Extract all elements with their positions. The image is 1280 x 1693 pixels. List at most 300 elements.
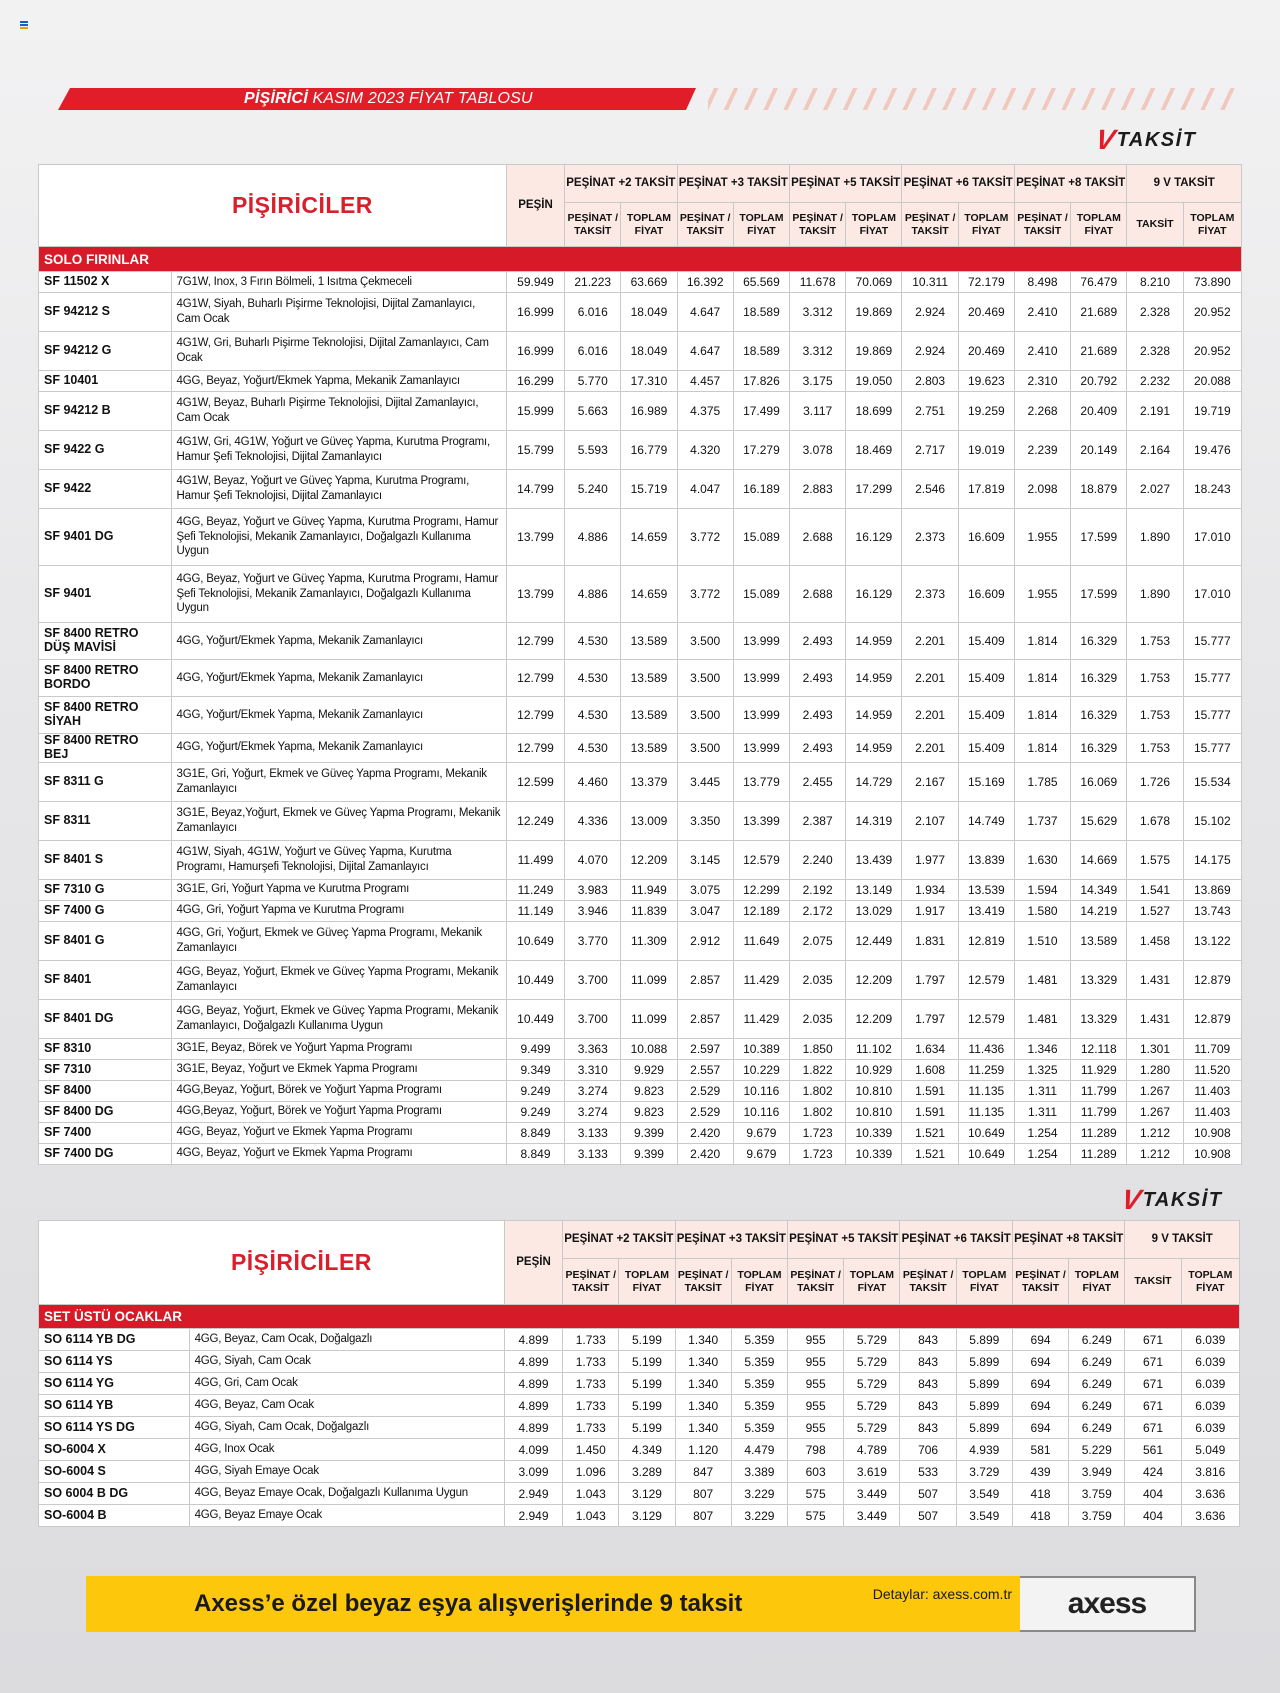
price-cell: 1.043 bbox=[563, 1505, 619, 1527]
price-cell: 13.839 bbox=[958, 840, 1014, 879]
price-cell: 13.399 bbox=[733, 801, 789, 840]
table-row bbox=[39, 1122, 1242, 1143]
price-cash: 15.999 bbox=[506, 392, 564, 431]
price-cell: 20.409 bbox=[1071, 392, 1127, 431]
price-cell: 17.279 bbox=[733, 431, 789, 470]
price-cell: 843 bbox=[900, 1329, 956, 1351]
price-cell: 807 bbox=[675, 1483, 731, 1505]
title-banner bbox=[58, 88, 1240, 110]
sub-header-taksit: TAKSİT bbox=[1125, 1259, 1181, 1305]
price-cell: 3.312 bbox=[790, 293, 846, 332]
price-cell: 20.952 bbox=[1183, 293, 1241, 332]
price-cell: 2.912 bbox=[677, 921, 733, 960]
price-cell: 1.541 bbox=[1127, 879, 1183, 900]
model-description: 4GG, Beyaz Emaye Ocak bbox=[189, 1505, 504, 1527]
model-code: SO 6114 YB bbox=[39, 1395, 190, 1417]
price-cell: 17.599 bbox=[1071, 566, 1127, 623]
price-cell: 13.539 bbox=[958, 879, 1014, 900]
model-description: 4GG, Siyah, Cam Ocak, Doğalgazlı bbox=[189, 1417, 504, 1439]
price-cell: 5.663 bbox=[565, 392, 621, 431]
price-cell: 2.529 bbox=[677, 1080, 733, 1101]
price-cell: 20.088 bbox=[1183, 371, 1241, 392]
group-header: 9 V TAKSİT bbox=[1127, 165, 1242, 203]
price-cash: 8.849 bbox=[506, 1122, 564, 1143]
price-cash: 9.499 bbox=[506, 1038, 564, 1059]
table-row bbox=[39, 1059, 1242, 1080]
price-cell: 18.589 bbox=[733, 293, 789, 332]
price-cell: 3.619 bbox=[844, 1461, 900, 1483]
price-cell: 5.729 bbox=[844, 1329, 900, 1351]
price-cell: 694 bbox=[1012, 1329, 1068, 1351]
model-description: 3G1E, Beyaz, Yoğurt ve Ekmek Yapma Programı bbox=[171, 1059, 506, 1080]
price-cell: 13.379 bbox=[621, 762, 677, 801]
price-cell: 3.129 bbox=[619, 1505, 675, 1527]
price-cell: 70.069 bbox=[846, 272, 902, 293]
table-row bbox=[39, 470, 1242, 509]
price-cell: 10.649 bbox=[958, 1143, 1014, 1164]
price-cell: 65.569 bbox=[733, 272, 789, 293]
model-description: 4GG, Beyaz, Yoğurt ve Ekmek Yapma Programı bbox=[171, 1122, 506, 1143]
banner-title-bold: PİŞİRİCİ bbox=[244, 90, 308, 107]
price-cell: 13.779 bbox=[733, 762, 789, 801]
sub-header-pesinat: PEŞİNAT / TAKSİT bbox=[790, 203, 846, 247]
price-cell: 13.589 bbox=[621, 697, 677, 734]
price-cell: 16.129 bbox=[846, 509, 902, 566]
price-cell: 2.239 bbox=[1014, 431, 1070, 470]
price-cell: 9.399 bbox=[621, 1122, 677, 1143]
price-cell: 19.259 bbox=[958, 392, 1014, 431]
table-row bbox=[39, 960, 1242, 999]
price-cell: 14.749 bbox=[958, 801, 1014, 840]
price-cell: 16.329 bbox=[1071, 697, 1127, 734]
price-cell: 19.869 bbox=[846, 332, 902, 371]
price-cell: 15.409 bbox=[958, 660, 1014, 697]
axess-details-link[interactable]: Detaylar: axess.com.tr bbox=[872, 1586, 1012, 1602]
price-cell: 1.527 bbox=[1127, 900, 1183, 921]
price-cell: 2.098 bbox=[1014, 470, 1070, 509]
price-cash: 11.149 bbox=[506, 900, 564, 921]
price-cell: 2.493 bbox=[790, 734, 846, 763]
price-cell: 2.164 bbox=[1127, 431, 1183, 470]
category-label: SET ÜSTÜ OCAKLAR bbox=[39, 1305, 1240, 1329]
price-cell: 1.678 bbox=[1127, 801, 1183, 840]
price-cell: 2.328 bbox=[1127, 293, 1183, 332]
price-cell: 1.753 bbox=[1127, 697, 1183, 734]
price-cell: 2.597 bbox=[677, 1038, 733, 1059]
price-cell: 2.172 bbox=[790, 900, 846, 921]
solo-price-table bbox=[38, 164, 1242, 1165]
price-cell: 6.249 bbox=[1069, 1351, 1125, 1373]
price-cell: 76.479 bbox=[1071, 272, 1127, 293]
price-cell: 13.869 bbox=[1183, 879, 1241, 900]
price-cell: 2.924 bbox=[902, 293, 958, 332]
price-cell: 17.010 bbox=[1183, 566, 1241, 623]
model-description: 4GG, Siyah, Cam Ocak bbox=[189, 1351, 504, 1373]
price-cell: 20.952 bbox=[1183, 332, 1241, 371]
price-cell: 15.169 bbox=[958, 762, 1014, 801]
price-cell: 10.088 bbox=[621, 1038, 677, 1059]
model-description: 4GG, Inox Ocak bbox=[189, 1439, 504, 1461]
price-cell: 11.799 bbox=[1071, 1080, 1127, 1101]
price-cell: 3.078 bbox=[790, 431, 846, 470]
table-row bbox=[39, 1373, 1240, 1395]
price-cell: 17.299 bbox=[846, 470, 902, 509]
price-cell: 14.319 bbox=[846, 801, 902, 840]
price-cell: 4.070 bbox=[565, 840, 621, 879]
price-cell: 12.819 bbox=[958, 921, 1014, 960]
price-cell: 4.530 bbox=[565, 734, 621, 763]
price-cell: 1.481 bbox=[1014, 960, 1070, 999]
table-row bbox=[39, 801, 1242, 840]
model-description: 4GG,Beyaz, Yoğurt, Börek ve Yoğurt Yapma Programı bbox=[171, 1101, 506, 1122]
price-cell: 6.039 bbox=[1181, 1329, 1239, 1351]
sub-header-toplam: TOPLAM FİYAT bbox=[619, 1259, 675, 1305]
price-cell: 6.016 bbox=[565, 293, 621, 332]
price-cell: 19.476 bbox=[1183, 431, 1241, 470]
price-cell: 11.429 bbox=[733, 960, 789, 999]
price-cash: 4.899 bbox=[504, 1417, 562, 1439]
price-cell: 694 bbox=[1012, 1373, 1068, 1395]
price-cell: 13.999 bbox=[733, 623, 789, 660]
table-row bbox=[39, 697, 1242, 734]
price-cell: 11.520 bbox=[1183, 1059, 1241, 1080]
price-cell: 20.469 bbox=[958, 332, 1014, 371]
model-code: SF 7400 DG bbox=[39, 1143, 172, 1164]
price-cell: 1.043 bbox=[563, 1483, 619, 1505]
price-cell: 6.039 bbox=[1181, 1373, 1239, 1395]
table-row bbox=[39, 1038, 1242, 1059]
group-header: PEŞİNAT +8 TAKSİT bbox=[1014, 165, 1126, 203]
price-cell: 12.449 bbox=[846, 921, 902, 960]
sub-header-pesinat: PEŞİNAT / TAKSİT bbox=[677, 203, 733, 247]
price-cell: 1.737 bbox=[1014, 801, 1070, 840]
price-cell: 16.989 bbox=[621, 392, 677, 431]
price-cell: 6.039 bbox=[1181, 1417, 1239, 1439]
vtaksit-wordmark: TAKSİT bbox=[1116, 128, 1197, 151]
price-cell: 3.770 bbox=[565, 921, 621, 960]
price-cash: 10.449 bbox=[506, 999, 564, 1038]
model-code: SO 6114 YB DG bbox=[39, 1329, 190, 1351]
price-cell: 2.924 bbox=[902, 332, 958, 371]
price-cell: 9.929 bbox=[621, 1059, 677, 1080]
table-row bbox=[39, 999, 1242, 1038]
model-description: 4GG, Beyaz, Yoğurt ve Güveç Yapma, Kurutma Programı, Hamur Şefi Teknolojisi, Mekanik Zamanlayıcı, Doğalgazlı Kullanıma Uygun bbox=[171, 566, 506, 623]
price-cell: 20.149 bbox=[1071, 431, 1127, 470]
price-cell: 11.102 bbox=[846, 1038, 902, 1059]
price-cell: 1.785 bbox=[1014, 762, 1070, 801]
price-cell: 671 bbox=[1125, 1373, 1181, 1395]
price-cell: 1.267 bbox=[1127, 1080, 1183, 1101]
price-cell: 3.946 bbox=[565, 900, 621, 921]
price-cell: 603 bbox=[788, 1461, 844, 1483]
price-cell: 3.500 bbox=[677, 734, 733, 763]
price-cash: 9.249 bbox=[506, 1101, 564, 1122]
group-header: PEŞİNAT +8 TAKSİT bbox=[1012, 1221, 1124, 1259]
price-cell: 15.777 bbox=[1183, 660, 1241, 697]
price-cell: 418 bbox=[1012, 1483, 1068, 1505]
price-cell: 11.436 bbox=[958, 1038, 1014, 1059]
price-cash: 2.949 bbox=[504, 1483, 562, 1505]
price-cell: 1.212 bbox=[1127, 1122, 1183, 1143]
price-cell: 19.623 bbox=[958, 371, 1014, 392]
price-cell: 21.223 bbox=[565, 272, 621, 293]
model-code: SO-6004 S bbox=[39, 1461, 190, 1483]
price-cell: 1.340 bbox=[675, 1329, 731, 1351]
price-cell: 10.649 bbox=[958, 1122, 1014, 1143]
price-cash: 14.799 bbox=[506, 470, 564, 509]
price-cell: 1.733 bbox=[563, 1395, 619, 1417]
price-cell: 1.850 bbox=[790, 1038, 846, 1059]
table-row bbox=[39, 1395, 1240, 1417]
price-cell: 2.751 bbox=[902, 392, 958, 431]
group-header: 9 V TAKSİT bbox=[1125, 1221, 1240, 1259]
model-description: 4GG, Beyaz, Yoğurt ve Ekmek Yapma Programı bbox=[171, 1143, 506, 1164]
price-cell: 4.530 bbox=[565, 660, 621, 697]
price-cell: 19.869 bbox=[846, 293, 902, 332]
price-cell: 3.729 bbox=[956, 1461, 1012, 1483]
price-cell: 671 bbox=[1125, 1351, 1181, 1373]
price-cell: 1.814 bbox=[1014, 734, 1070, 763]
price-cell: 1.797 bbox=[902, 960, 958, 999]
price-cash: 12.249 bbox=[506, 801, 564, 840]
price-cell: 1.254 bbox=[1014, 1143, 1070, 1164]
price-cell: 3.816 bbox=[1181, 1461, 1239, 1483]
group-header: PEŞİNAT +5 TAKSİT bbox=[788, 1221, 900, 1259]
price-cash: 12.799 bbox=[506, 697, 564, 734]
price-cell: 561 bbox=[1125, 1439, 1181, 1461]
price-cell: 16.329 bbox=[1071, 623, 1127, 660]
price-cell: 13.589 bbox=[621, 623, 677, 660]
price-cell: 1.591 bbox=[902, 1080, 958, 1101]
price-cell: 17.819 bbox=[958, 470, 1014, 509]
price-cell: 2.328 bbox=[1127, 332, 1183, 371]
price-cell: 5.359 bbox=[731, 1373, 787, 1395]
price-cell: 3.949 bbox=[1069, 1461, 1125, 1483]
price-cell: 507 bbox=[900, 1483, 956, 1505]
table-row bbox=[39, 332, 1242, 371]
price-cell: 1.733 bbox=[563, 1417, 619, 1439]
price-cell: 2.240 bbox=[790, 840, 846, 879]
sub-header-toplam: TOPLAM FİYAT bbox=[1069, 1259, 1125, 1305]
price-cell: 13.589 bbox=[1071, 921, 1127, 960]
price-cash: 4.099 bbox=[504, 1439, 562, 1461]
table-row bbox=[39, 371, 1242, 392]
price-cell: 1.822 bbox=[790, 1059, 846, 1080]
price-cell: 843 bbox=[900, 1373, 956, 1395]
price-cell: 1.521 bbox=[902, 1143, 958, 1164]
price-cell: 13.009 bbox=[621, 801, 677, 840]
price-cell: 5.199 bbox=[619, 1417, 675, 1439]
price-cell: 1.254 bbox=[1014, 1122, 1070, 1143]
price-cell: 4.647 bbox=[677, 293, 733, 332]
price-cell: 11.799 bbox=[1071, 1101, 1127, 1122]
price-cell: 2.717 bbox=[902, 431, 958, 470]
price-cell: 63.669 bbox=[621, 272, 677, 293]
sub-header-pesinat: PEŞİNAT / TAKSİT bbox=[565, 203, 621, 247]
price-cell: 2.107 bbox=[902, 801, 958, 840]
price-cell: 15.409 bbox=[958, 697, 1014, 734]
table-row bbox=[39, 762, 1242, 801]
price-cell: 13.589 bbox=[621, 734, 677, 763]
model-description: 4GG,Beyaz, Yoğurt, Börek ve Yoğurt Yapma Programı bbox=[171, 1080, 506, 1101]
table-row bbox=[39, 293, 1242, 332]
price-cell: 5.729 bbox=[844, 1351, 900, 1373]
price-cell: 1.346 bbox=[1014, 1038, 1070, 1059]
sub-header-taksit: TAKSİT bbox=[1127, 203, 1183, 247]
price-cell: 10.339 bbox=[846, 1122, 902, 1143]
price-cell: 16.609 bbox=[958, 566, 1014, 623]
price-cell: 18.589 bbox=[733, 332, 789, 371]
price-cell: 694 bbox=[1012, 1351, 1068, 1373]
axess-promo-message: Axess’e özel beyaz eşya alışverişlerinde 9 taksit bbox=[194, 1590, 743, 1617]
price-cell: 2.035 bbox=[790, 999, 846, 1038]
table-row bbox=[39, 623, 1242, 660]
price-cell: 2.410 bbox=[1014, 332, 1070, 371]
model-code: SO 6114 YS DG bbox=[39, 1417, 190, 1439]
price-cell: 1.510 bbox=[1014, 921, 1070, 960]
axess-promo-yellow bbox=[86, 1576, 1020, 1632]
price-cell: 6.016 bbox=[565, 332, 621, 371]
price-cell: 2.493 bbox=[790, 697, 846, 734]
price-cash: 16.999 bbox=[506, 293, 564, 332]
price-cell: 2.883 bbox=[790, 470, 846, 509]
model-description: 4GG, Yoğurt/Ekmek Yapma, Mekanik Zamanlayıcı bbox=[171, 734, 506, 763]
price-cell: 3.500 bbox=[677, 697, 733, 734]
price-cell: 2.387 bbox=[790, 801, 846, 840]
price-cell: 3.229 bbox=[731, 1505, 787, 1527]
sub-header-pesinat: PEŞİNAT / TAKSİT bbox=[900, 1259, 956, 1305]
price-cell: 507 bbox=[900, 1505, 956, 1527]
price-cell: 1.340 bbox=[675, 1351, 731, 1373]
table-row bbox=[39, 1351, 1240, 1373]
model-code: SF 8400 RETRO BEJ bbox=[39, 734, 172, 763]
model-code: SF 8400 RETRO BORDO bbox=[39, 660, 172, 697]
price-cell: 4.530 bbox=[565, 697, 621, 734]
price-cell: 1.634 bbox=[902, 1038, 958, 1059]
price-cell: 10.116 bbox=[733, 1080, 789, 1101]
price-cell: 13.999 bbox=[733, 697, 789, 734]
vtaksit-v-mark: V bbox=[1093, 124, 1118, 155]
price-cell: 10.229 bbox=[733, 1059, 789, 1080]
price-cell: 1.814 bbox=[1014, 697, 1070, 734]
model-code: SF 8400 bbox=[39, 1080, 172, 1101]
model-code: SF 8311 bbox=[39, 801, 172, 840]
table-title: PİŞİRİCİLER bbox=[39, 165, 507, 247]
price-cell: 9.679 bbox=[733, 1122, 789, 1143]
price-cell: 12.209 bbox=[846, 999, 902, 1038]
sub-header-toplam: TOPLAM FİYAT bbox=[844, 1259, 900, 1305]
price-cell: 418 bbox=[1012, 1505, 1068, 1527]
model-code: SF 9401 bbox=[39, 566, 172, 623]
price-cell: 581 bbox=[1012, 1439, 1068, 1461]
price-cell: 11.099 bbox=[621, 999, 677, 1038]
model-description: 4GG, Gri, Cam Ocak bbox=[189, 1373, 504, 1395]
price-cell: 17.826 bbox=[733, 371, 789, 392]
group-header: PEŞİNAT +6 TAKSİT bbox=[900, 1221, 1012, 1259]
price-cell: 807 bbox=[675, 1505, 731, 1527]
table-row bbox=[39, 1417, 1240, 1439]
price-cell: 5.049 bbox=[1181, 1439, 1239, 1461]
price-cell: 1.955 bbox=[1014, 566, 1070, 623]
price-cell: 20.469 bbox=[958, 293, 1014, 332]
model-description: 4GG, Beyaz, Yoğurt, Ekmek ve Güveç Yapma Programı, Mekanik Zamanlayıcı, Doğalgazlı Kullanıma Uygun bbox=[171, 999, 506, 1038]
price-cell: 19.050 bbox=[846, 371, 902, 392]
price-cell: 1.890 bbox=[1127, 566, 1183, 623]
model-code: SF 10401 bbox=[39, 371, 172, 392]
price-cell: 955 bbox=[788, 1351, 844, 1373]
price-cell: 694 bbox=[1012, 1417, 1068, 1439]
price-cell: 2.420 bbox=[677, 1122, 733, 1143]
price-cell: 15.089 bbox=[733, 566, 789, 623]
price-cell: 1.340 bbox=[675, 1395, 731, 1417]
price-cell: 11.678 bbox=[790, 272, 846, 293]
banner-stripes bbox=[708, 88, 1240, 110]
price-cell: 11.429 bbox=[733, 999, 789, 1038]
price-cell: 1.458 bbox=[1127, 921, 1183, 960]
price-cell: 18.879 bbox=[1071, 470, 1127, 509]
price-cell: 3.075 bbox=[677, 879, 733, 900]
model-code: SF 8310 bbox=[39, 1038, 172, 1059]
price-cell: 1.311 bbox=[1014, 1080, 1070, 1101]
price-cell: 5.729 bbox=[844, 1395, 900, 1417]
price-cash: 12.799 bbox=[506, 623, 564, 660]
price-cell: 4.349 bbox=[619, 1439, 675, 1461]
price-cell: 2.268 bbox=[1014, 392, 1070, 431]
sub-header-pesinat: PEŞİNAT / TAKSİT bbox=[1014, 203, 1070, 247]
model-code: SF 7400 bbox=[39, 1122, 172, 1143]
price-cell: 14.729 bbox=[846, 762, 902, 801]
price-cell: 13.329 bbox=[1071, 960, 1127, 999]
price-cell: 11.289 bbox=[1071, 1143, 1127, 1164]
model-code: SF 94212 G bbox=[39, 332, 172, 371]
price-cell: 11.929 bbox=[1071, 1059, 1127, 1080]
price-cell: 11.403 bbox=[1183, 1080, 1241, 1101]
price-cell: 11.839 bbox=[621, 900, 677, 921]
price-cell: 1.831 bbox=[902, 921, 958, 960]
price-cell: 13.329 bbox=[1071, 999, 1127, 1038]
table-row bbox=[39, 660, 1242, 697]
price-cell: 13.439 bbox=[846, 840, 902, 879]
axess-promo-bar bbox=[86, 1576, 1196, 1632]
price-cell: 4.886 bbox=[565, 509, 621, 566]
price-cash: 16.299 bbox=[506, 371, 564, 392]
price-cell: 1.814 bbox=[1014, 660, 1070, 697]
price-cell: 5.359 bbox=[731, 1417, 787, 1439]
price-cell: 1.301 bbox=[1127, 1038, 1183, 1059]
price-cell: 4.375 bbox=[677, 392, 733, 431]
price-cell: 5.899 bbox=[956, 1351, 1012, 1373]
price-cell: 2.688 bbox=[790, 566, 846, 623]
price-cell: 14.959 bbox=[846, 697, 902, 734]
table-row bbox=[39, 1101, 1242, 1122]
price-cell: 1.726 bbox=[1127, 762, 1183, 801]
price-cell: 404 bbox=[1125, 1505, 1181, 1527]
price-cell: 2.373 bbox=[902, 566, 958, 623]
price-cell: 843 bbox=[900, 1417, 956, 1439]
price-cell: 5.899 bbox=[956, 1329, 1012, 1351]
price-cell: 18.469 bbox=[846, 431, 902, 470]
table-row bbox=[39, 734, 1242, 763]
model-code: SF 8311 G bbox=[39, 762, 172, 801]
price-cell: 3.500 bbox=[677, 623, 733, 660]
price-cell: 5.729 bbox=[844, 1373, 900, 1395]
price-cell: 3.389 bbox=[731, 1461, 787, 1483]
price-cell: 1.955 bbox=[1014, 509, 1070, 566]
price-cell: 1.431 bbox=[1127, 960, 1183, 999]
price-cell: 19.019 bbox=[958, 431, 1014, 470]
price-cell: 3.350 bbox=[677, 801, 733, 840]
model-code: SF 8401 S bbox=[39, 840, 172, 879]
